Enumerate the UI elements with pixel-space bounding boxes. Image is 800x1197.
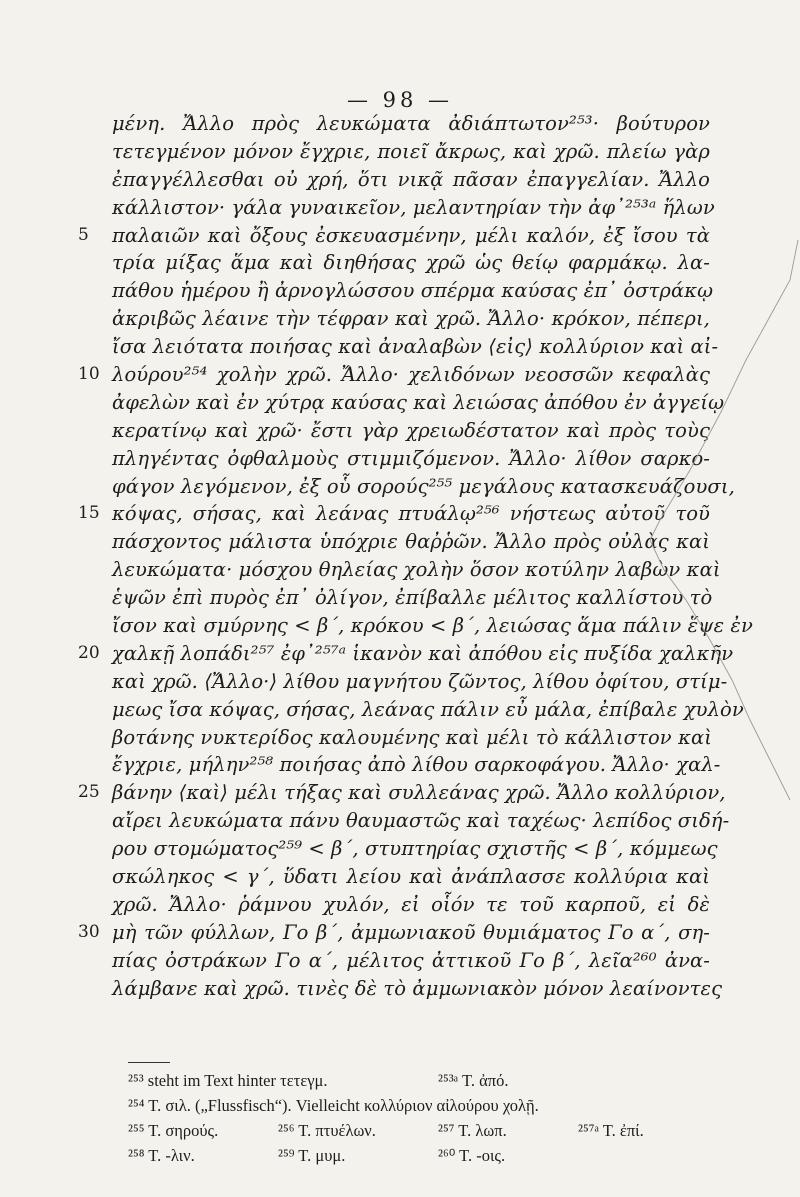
paper-tear-mark (650, 240, 800, 800)
footnote: ²⁵⁷ T. λωπ. (438, 1121, 507, 1140)
footnote: ²⁵⁵ T. σηρούς. (128, 1121, 219, 1140)
text-line (112, 556, 721, 584)
line-text: ἑψῶν ἐπὶ πυρὸς ἐπ᾽ ὀλίγον, ἐπίβαλλε μέλιτος καλλίστου τὸ (112, 586, 713, 610)
line-number: 5 (78, 224, 89, 245)
text-line (112, 528, 710, 556)
text-line (78, 919, 710, 947)
text-line (78, 222, 710, 250)
footnote: ²⁵³ᵃ T. ἀπό. (438, 1071, 509, 1090)
line-text: πληγέντας ὀφθαλμοὺς στιμμιζόμενον. Ἄλλο· λίθον σαρκο- (112, 446, 710, 470)
text-line (112, 277, 714, 305)
text-line (112, 473, 735, 501)
line-text: ρου στομώματος²⁵⁹ < β΄, στυπτηρίας σχιστῆς < β΄, κόμμεως (112, 837, 718, 861)
page-number: — 98 — (346, 88, 454, 112)
line-text: λάμβανε καὶ χρῶ. τινὲς δὲ τὸ ἀμμωνιακὸν μόνον λεαίνοντες (112, 976, 723, 1000)
line-text: ἴσον καὶ σμύρνης < β΄, κρόκου < β΄, λειώσας ἅμα πάλιν ἕψε ἐν (112, 614, 753, 638)
line-text: καὶ χρῶ. ⟨Ἄλλο·⟩ λίθου μαγνήτου ζῶντος, λίθου ὀφίτου, στίμ- (112, 669, 728, 693)
line-text: πίας ὀστράκων Γο α΄, μέλιτος ἀττικοῦ Γο β΄, λεῖα²⁶⁰ ἀνα- (112, 948, 710, 972)
text-line (112, 333, 719, 361)
line-text: χαλκῇ λοπάδι²⁵⁷ ἐφ᾽²⁵⁷ᵃ ἱκανὸν καὶ ἀπόθου εἰς πυξίδα χαλκῆν (112, 641, 734, 665)
line-text: πάσχοντος μάλιστα ὑπόχριε θαῤῥῶν. Ἄλλο πρὸς οὐλὰς καὶ (112, 530, 710, 554)
line-text: λευκώματα· μόσχου θηλείας χολὴν ὅσον κοτύλην λαβὼν καὶ (112, 558, 721, 582)
line-text: ἔγχριε, μήλην²⁵⁸ ποιήσας ἀπὸ λίθου σαρκοφάγου. Ἄλλο· χαλ- (112, 753, 721, 777)
text-line (112, 110, 710, 138)
footnote: ²⁵⁶ T. πτυέλων. (278, 1121, 376, 1140)
text-line (112, 835, 718, 863)
text-line (112, 724, 710, 752)
text-line (112, 389, 725, 417)
text-line (112, 417, 710, 445)
line-text: μὴ τῶν φύλλων, Γο β΄, ἀμμωνιακοῦ θυμιάματος Γο α΄, ση- (112, 920, 710, 944)
text-line (112, 138, 710, 166)
line-text: πάθου ἡμέρου ἢ ἀρνογλώσσου σπέρμα καύσας ἐπ᾽ ὀστράκῳ (112, 279, 714, 303)
line-text: κάλλιστον· γάλα γυναικεῖον, μελαντηρίαν τὴν ἀφ᾽²⁵³ᵃ ἥλων (112, 195, 715, 219)
line-text: βοτάνης νυκτερίδος καλουμένης καὶ μέλι τὸ κάλλιστον καὶ (112, 725, 712, 749)
line-text: ἐπαγγέλλεσθαι οὐ χρή, ὅτι νικᾷ πᾶσαν ἐπαγγελίαν. Ἄλλο (112, 167, 710, 191)
text-line (112, 947, 710, 975)
text-line (112, 249, 710, 277)
line-number: 25 (78, 782, 100, 803)
line-text: σκώληκος < γ΄, ὕδατι λείου καὶ ἀνάπλασσε κολλύρια καὶ (112, 865, 710, 889)
footnote: ²⁵⁸ T. -λιν. (128, 1146, 195, 1165)
main-text (78, 110, 753, 1003)
text-line (112, 863, 710, 891)
text-line (112, 668, 728, 696)
text-line (112, 445, 710, 473)
line-text: μένη. Ἄλλο πρὸς λευκώματα ἀδιάπτωτον²⁵³· βούτυρον (112, 112, 710, 135)
text-line (112, 751, 721, 779)
text-line (78, 500, 710, 528)
text-line (112, 696, 744, 724)
footnote-rule (128, 1062, 170, 1063)
line-text: τρία μίξας ἅμα καὶ διηθήσας χρῶ ὡς θείῳ φαρμάκῳ. λα- (112, 251, 710, 275)
line-text: τετεγμένον μόνον ἔγχριε, ποιεῖ ἄκρως, καὶ χρῶ. πλείω γὰρ (112, 139, 710, 163)
text-line (112, 584, 713, 612)
line-text: χρῶ. Ἄλλο· ῥάμνου χυλόν, εἰ οἷόν τε τοῦ καρποῦ, εἰ δὲ (112, 892, 710, 916)
text-line (112, 975, 723, 1003)
line-text: κόψας, σήσας, καὶ λεάνας πτυάλῳ²⁵⁶ νήστεως αὐτοῦ τοῦ (112, 502, 710, 526)
footnote: ²⁵⁷ᵃ T. ἐπί. (578, 1121, 644, 1140)
line-number: 20 (78, 642, 100, 663)
line-text: παλαιῶν καὶ ὄξους ἐσκευασμένην, μέλι καλόν, ἐξ ἴσου τὰ (112, 223, 710, 247)
text-line (112, 194, 715, 222)
text-line (78, 361, 710, 389)
line-number: 30 (78, 921, 100, 942)
footnote: ²⁵⁹ T. μυμ. (278, 1146, 346, 1165)
line-text: κερατίνῳ καὶ χρῶ· ἔστι γὰρ χρειωδέστατον καὶ πρὸς τοὺς (112, 418, 710, 442)
text-line (112, 807, 730, 835)
text-line (112, 612, 753, 640)
line-text: φάγον λεγόμενον, ἐξ οὗ σορούς²⁵⁵ μεγάλους κατασκευάζουσι, (112, 474, 735, 498)
text-line (78, 640, 734, 668)
line-text: ἀφελὼν καὶ ἐν χύτρᾳ καύσας καὶ λειώσας ἀπόθου ἐν ἀγγείῳ (112, 390, 725, 414)
line-number: 15 (78, 503, 100, 524)
line-number: 10 (78, 364, 100, 385)
text-line (112, 305, 710, 333)
footnote: ²⁵³ steht im Text hinter τετεγμ. (128, 1071, 328, 1090)
text-line (78, 779, 726, 807)
line-text: μεως ἴσα κόψας, σήσας, λεάνας πάλιν εὖ μάλα, ἐπίβαλε χυλὸν (112, 697, 744, 721)
line-text: λούρου²⁵⁴ χολὴν χρῶ. Ἄλλο· χελιδόνων νεοσσῶν κεφαλὰς (112, 363, 710, 387)
footnote: ²⁵⁴ T. σιλ. („Flussfisch“). Vielleicht κολλύριον αἰλούρου χολῇ. (128, 1096, 539, 1115)
line-text: βάνην ⟨καὶ⟩ μέλι τήξας καὶ συλλεάνας χρῶ. Ἄλλο κολλύριον, (112, 781, 726, 805)
text-line (112, 891, 710, 919)
text-line (112, 166, 710, 194)
line-text: ἀκριβῶς λέαινε τὴν τέφραν καὶ χρῶ. Ἄλλο· κρόκον, πέπερι, (112, 307, 710, 331)
line-text: αἴρει λευκώματα πάνυ θαυμαστῶς καὶ ταχέως· λεπίδος σιδή- (112, 809, 730, 833)
footnote: ²⁶⁰ T. -οις. (438, 1146, 506, 1165)
line-text: ἴσα λειότατα ποιήσας καὶ ἀναλαβὼν ⟨εἰς⟩ κολλύριον καὶ αἰ- (112, 335, 719, 359)
